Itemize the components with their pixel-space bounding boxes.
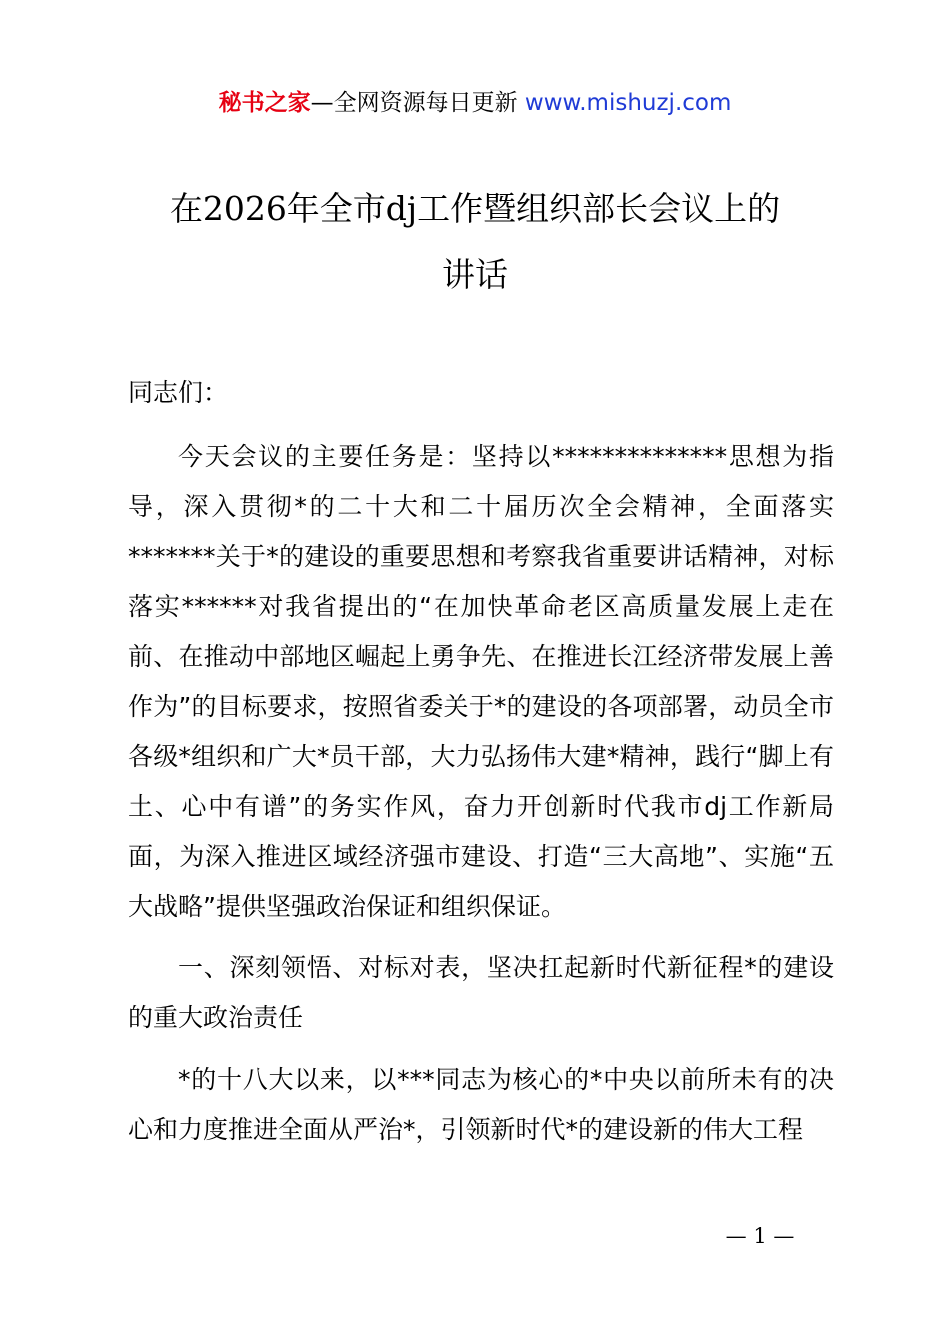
paragraph-section-1: *的十八大以来，以***同志为核心的*中央以前所未有的决心和力度推进全面从严治*，引领新时代*的建设新的伟大工程 bbox=[128, 1065, 834, 1144]
site-header bbox=[0, 86, 950, 120]
page-number: — 1 — bbox=[725, 1224, 795, 1248]
document-title bbox=[100, 176, 850, 308]
title-line-1: 在2026年全市dj工作暨组织部长会议上的 bbox=[169, 189, 781, 228]
paragraph-intro: 今天会议的主要任务是：坚持以**************思想为指导，深入贯彻*的二十大和二十届历次全会精神，全面落实*******关于*的建设的重要思想和考察我省重要讲话精神，对标落实******对我省提出的“在加快革命老区高质量发展上走在前、在推动中部地区崛起上勇争先、在推进长江经济带发展上善作为”的目标要求，按照省委关于*的建设的各项部署，动员全市各级*组织和广大*员干部，大力弘扬伟大建*精神，践行“脚上有土、心中有谱”的务实作风，奋力开创新时代我市dj工作新局面，为深入推进区域经济强市建设、打造“三大高地”、实施“五大战略”提供坚强政治保证和组织保证。 bbox=[128, 442, 834, 921]
header-tagline: —全网资源每日更新 bbox=[310, 90, 518, 116]
website-link[interactable]: www.mishuzj.com bbox=[524, 90, 732, 116]
title-line-2: 讲话 bbox=[442, 255, 508, 294]
brand-name: 秘书之家 bbox=[218, 90, 311, 116]
section-heading-1: 一、深刻领悟、对标对表，坚决扛起新时代新征程*的建设的重大政治责任 bbox=[128, 953, 834, 1032]
salutation: 同志们： bbox=[128, 378, 229, 407]
